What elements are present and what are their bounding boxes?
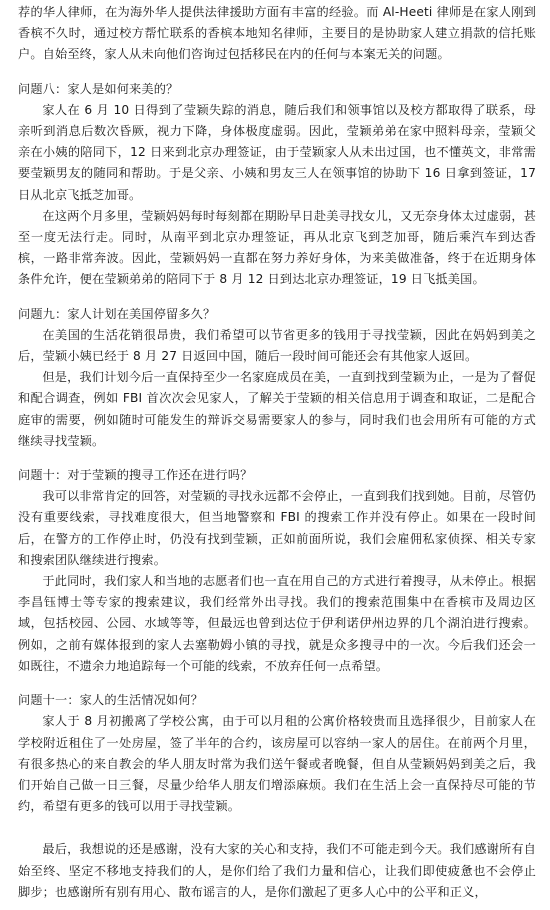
paragraph-lawyers: 荐的华人律师，在为海外华人提供法律援助方面有丰富的经验。而 Al-Heeti 律师是在家人刚到香槟不久时，通过校方帮忙联系的香槟本地知名律师，主要目的是协助家人建立捐款的信托账户。自始至终，家人从未向他们咨询过包括移民在内的任何与本案无关的问题。 [18, 5, 536, 62]
paragraph-q9-1: 在美国的生活花销很昂贵，我们希望可以节省更多的钱用于寻找莹颖，因此在妈妈到美之后，莹颖小姨已经于 8 月 27 日返回中国，随后一段时间可能还会有其他家人返回。 [18, 327, 536, 364]
paragraph-q8-1: 家人在 6 月 10 日得到了莹颖失踪的消息，随后我们和领事馆以及校方都取得了联系，母亲听到消息后数次昏厥，视力下降，身体极度虚弱。因此，莹颖弟弟在家中照料母亲，莹颖父亲在小姨的陪同下，12 日来到北京办理签证，由于莹颖家人从未出过国，也不懂英文，非常需要莹颖男友的随同和帮助。于是父亲、小姨和男友三人在领事馆的协助下 16 日拿到签证，17 日从北京飞抵芝加哥。 [18, 102, 536, 202]
heading-question-10: 问题十：对于莹颖的搜寻工作还在进行吗？ [18, 468, 253, 483]
heading-question-8: 问题八：家人是如何来美的？ [18, 81, 179, 96]
heading-question-11: 问题十一：家人的生活情况如何？ [18, 693, 204, 708]
paragraph-q10-2: 于此同时，我们家人和当地的志愿者们也一直在用自己的方式进行着搜寻，从未停止。根据李昌钰博士等专家的搜索建议，我们经常外出寻找。我们的搜索范围集中在香槟市及周边区域，包括校园、公园、水域等等，但最远也曾到达位于伊利诺伊州边界的几个湖泊进行搜索。例如，之前有媒体报到的家人去塞勒姆小镇的寻找，就是众多搜寻中的一次。今后我们还会一如既往，不遗余力地追踪每一个可能的线索，不放弃任何一点希望。 [18, 574, 536, 673]
paragraph-q10-1: 我可以非常肯定的回答，对莹颖的寻找永远都不会停止，一直到我们找到她。目前，尽管仍没有重要线索，寻找难度很大，但当地警察和 FBI 的搜索工作并没有停止。如果在一段时间后，在警方的工作停止时，仍没有找到莹颖，正如前面所说，我们会雇佣私家侦探、相关专家和搜索团队继续进行搜索。 [18, 489, 536, 567]
paragraph-closing: 最后，我想说的还是感谢，没有大家的关心和支持，我们不可能走到今天。我们感谢所有自始至终、坚定不移地支持我们的人，是你们给了我们力量和信心，让我们即使疲惫也不会停止脚步；也感谢所有别有用心、散布谣言的人，是你们激起了更多人心中的公平和正义， [18, 842, 536, 899]
section-spacer [18, 817, 536, 839]
heading-question-9: 问题九：家人计划在美国停留多久？ [18, 306, 216, 321]
paragraph-q9-2: 但是，我们计划今后一直保持至少一名家庭成员在美，一直到找到莹颖为止，一是为了督促和配合调查，例如 FBI 首次次会见家人，了解关于莹颖的相关信息用于调查和取证，二是配合庭审的需要，例如随时可能发生的辩诉交易需要家人的参与，同时我们也会用所有可能的方式继续寻找莹颖。 [18, 370, 536, 448]
paragraph-q11-1: 家人于 8 月初搬离了学校公寓，由于可以月租的公寓价格较贵而且选择很少，目前家人在学校附近租住了一处房屋，签了半年的合约，该房屋可以容纳一家人的居住。在前两个月里，有很多热心的来自教会的华人朋友时常为我们送午餐或者晚餐，但自从莹颖妈妈到美之后，我们开始自己做一日三餐，尽量少给华人朋友们增添麻烦。我们在生活上会一直保持尽可能的节约，希望有更多的钱可以用于寻找莹颖。 [18, 714, 536, 814]
paragraph-q8-2: 在这两个月多里，莹颖妈妈每时每刻都在期盼早日赴美寻找女儿，又无奈身体太过虚弱，甚至一度无法行走。同时，从南平到北京办理签证，再从北京飞到芝加哥，随后乘汽车到达香槟，一路非常奔波。因此，莹颖妈妈一直都在努力养好身体，为来美做准备，终于在近期身体条件允许，便在莹颖弟弟的陪同下于 8 月 12 日到达北京办理签证，19 日飞抵美国。 [18, 208, 536, 287]
